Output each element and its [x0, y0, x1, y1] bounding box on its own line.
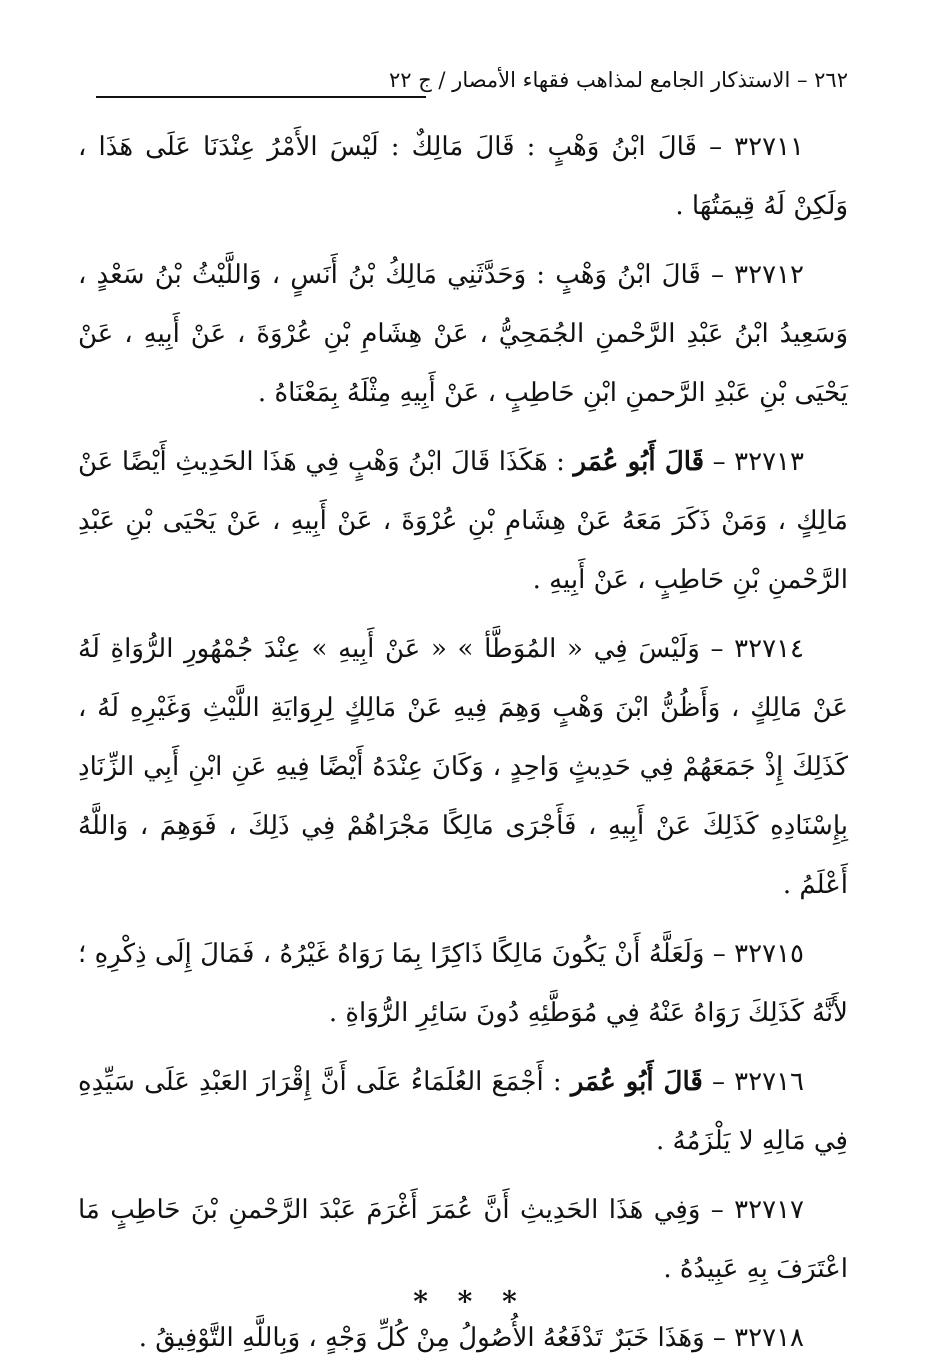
paragraph-text: : هَكَذَا قَالَ ابْنُ وَهْبٍ فِي هَذَا الحَدِيثِ أَيْضًا عَنْ مَالِكٍ ، وَمَنْ ذَكَرَ مَعَهُ عَنْ هِشَامِ بْنِ عُرْوَةَ ، عَنْ أَبِيهِ ، عَنْ يَحْيَى بْنِ عَبْدِ الرَّحْمنِ بْنِ حَاطِبٍ ، عَنْ أَبِيهِ . — [78, 447, 848, 595]
paragraph-text: – وَلَيْسَ فِي « المُوَطَّأ » « عَنْ أَبِيهِ » عِنْدَ جُمْهُورِ الرُّوَاةِ لَهُ عَنْ مَالِكٍ ، وَأَظُنُّ ابْنَ وَهْبٍ وَهِمَ فِيهِ عَنْ مَالِكٍ لِرِوَايَةِ اللَّيْثِ وَغَيْرِهِ لَهُ ، كَذَلِكَ إِذْ جَمَعَهُمْ فِي حَدِيثٍ وَاحِدٍ ، وَكَانَ عِنْدَهُ أَيْضًا فِيهِ عَنِ ابْنِ أَبِي الزِّنَادِ بِإِسْنَادِهِ كَذَلِكَ عَنْ أَبِيهِ ، فَأَجْرَى مَالِكًا مَجْرَاهُمْ فِي ذَلِكَ ، فَوَهِمَ ، وَاللَّهُ أَعْلَمُ . — [78, 634, 848, 900]
body-text — [78, 118, 848, 1368]
paragraph-number: ٣٢٧١١ — [734, 132, 804, 162]
running-header: ٢٦٢ – الاستذكار الجامع لمذاهب فقهاء الأمصار / ج ٢٢ — [388, 68, 848, 92]
paragraph-number: ٣٢٧١٥ — [734, 939, 804, 969]
section-end-stars: * * * — [413, 1285, 527, 1318]
paragraph-text: – وَهَذَا خَبَرٌ تَدْفَعُهُ الأُصُولُ مِنْ كُلِّ وَجْهٍ ، وَبِاللَّهِ التَّوْفِيقُ . — [138, 1323, 735, 1353]
paragraph-32717 — [78, 1181, 848, 1299]
paragraph-32712 — [78, 246, 848, 423]
paragraph-text: : أَجْمَعَ العُلَمَاءُ عَلَى أَنَّ إِقْرَارَ العَبْدِ عَلَى سَيِّدِهِ فِي مَالِهِ لا يَلْزَمُهُ . — [78, 1067, 848, 1156]
header-rule — [96, 96, 426, 98]
paragraph-number: ٣٢٧١٤ — [734, 634, 804, 664]
paragraph-32711 — [78, 118, 848, 236]
speaker-label: قَالَ أَبُو عُمَر — [570, 1067, 703, 1097]
paragraph-number: ٣٢٧١٦ — [734, 1067, 804, 1097]
paragraph-32714 — [78, 620, 848, 915]
paragraph-number: ٣٢٧١٢ — [734, 260, 804, 290]
paragraph-text: – وَفِي هَذَا الحَدِيثِ أَنَّ عُمَرَ أَغْرَمَ عَبْدَ الرَّحْمنِ بْنَ حَاطِبٍ مَا اعْتَرَفَ بِهِ عَبِيدُهُ . — [78, 1195, 848, 1284]
paragraph-text: – وَلَعَلَّهُ أَنْ يَكُونَ مَالِكًا ذَاكِرًا بِمَا رَوَاهُ غَيْرُهُ ، فَمَالَ إِلَى ذِكْرِهِ ؛ لأَنَّهُ كَذَلِكَ رَوَاهُ عَنْهُ فِي مُوَطَّئِهِ دُونَ سَائِرِ الرُّوَاةِ . — [78, 939, 848, 1028]
paragraph-text: – قَالَ ابْنُ وَهْبٍ : وَحَدَّثَنِي مَالِكُ بْنُ أَنَسٍ ، وَاللَّيْثُ بْنُ سَعْدٍ ، وَسَعِيدُ ابْنُ عَبْدِ الرَّحْمنِ الجُمَحِيُّ ، عَنْ هِشَامِ بْنِ عُرْوَةَ ، عَنْ أَبِيهِ ، عَنْ يَحْيَى بْنِ عَبْدِ الرَّحمنِ ابْنِ حَاطِبٍ ، عَنْ أَبِيهِ مِثْلَهُ بِمَعْنَاهُ . — [78, 260, 848, 408]
paragraph-number: ٣٢٧١٨ — [734, 1323, 804, 1353]
paragraph-number: ٣٢٧١٧ — [734, 1195, 804, 1225]
paragraph-32715 — [78, 925, 848, 1043]
paragraph-text: – قَالَ ابْنُ وَهْبٍ : قَالَ مَالِكٌ : لَيْسَ الأَمْرُ عِنْدَنَا عَلَى هَذَا ، وَلَكِنْ لَهُ قِيمَتُهَا . — [78, 132, 848, 221]
paragraph-number: ٣٢٧١٣ — [734, 447, 804, 477]
paragraph-32713: ٣٢٧١٣ – قَالَ أَبُو عُمَر : هَكَذَا قَالَ ابْنُ وَهْبٍ فِي هَذَا الحَدِيثِ أَيْضًا عَنْ مَالِكٍ ، وَمَنْ ذَكَرَ مَعَهُ عَنْ هِشَامِ بْنِ عُرْوَةَ ، عَنْ أَبِيهِ ، عَنْ يَحْيَى بْنِ عَبْدِ الرَّحْمنِ بْنِ حَاطِبٍ ، عَنْ أَبِيهِ . — [78, 447, 848, 595]
paragraph-32716: ٣٢٧١٦ – قَالَ أَبُو عُمَر : أَجْمَعَ العُلَمَاءُ عَلَى أَنَّ إِقْرَارَ العَبْدِ عَلَى سَيِّدِهِ فِي مَالِهِ لا يَلْزَمُهُ . — [78, 1067, 848, 1156]
speaker-label: قَالَ أَبُو عُمَر — [573, 447, 705, 477]
